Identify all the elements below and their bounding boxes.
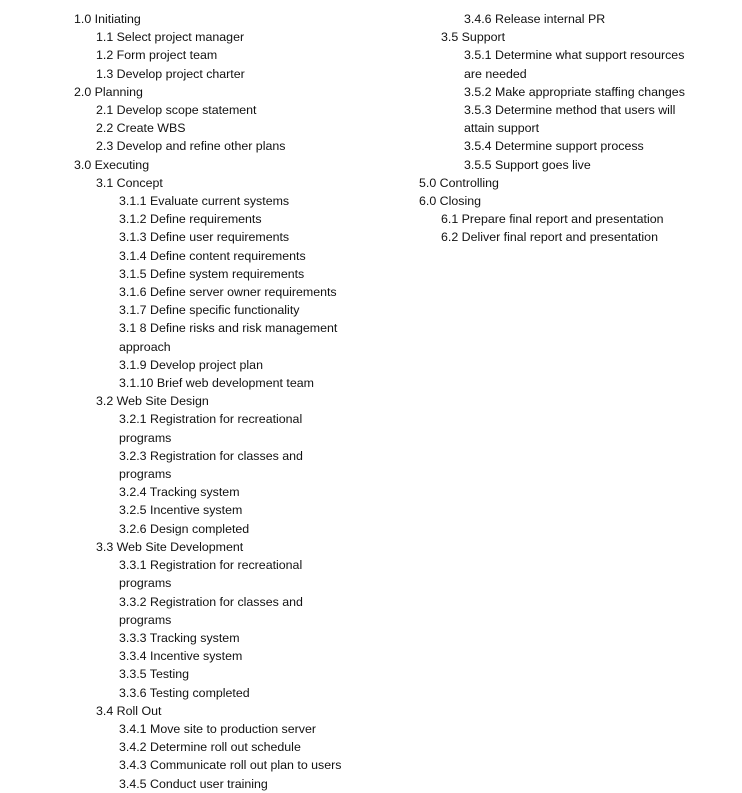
wbs-left-column [74, 10, 374, 793]
wbs-item: 3.3 Web Site Development [96, 539, 244, 554]
wbs-item: 1.2 Form project team [96, 48, 218, 63]
wbs-item: 3.1 Concept [96, 175, 163, 190]
wbs-item: 3.1.10 Brief web development team [119, 376, 314, 391]
wbs-item: 3.3.6 Testing completed [119, 685, 250, 700]
wbs-item: 3.3.2 Registration for classes and programs [119, 594, 303, 627]
wbs-item: 6.1 Prepare final report and presentation [441, 212, 664, 227]
wbs-item: 3.4.5 Conduct user training [119, 776, 268, 791]
wbs-item: 1.3 Develop project charter [96, 66, 245, 81]
wbs-item: 3.4.1 Move site to production server [119, 721, 316, 736]
wbs-item: 3.0 Executing [74, 157, 150, 172]
wbs-item: 3.3.1 Registration for recreational programs [119, 558, 303, 591]
wbs-item: 2.3 Develop and refine other plans [96, 139, 286, 154]
wbs-item: 3.1.2 Define requirements [119, 212, 262, 227]
wbs-item: 3.3.3 Tracking system [119, 630, 240, 645]
wbs-item: 3.1.1 Evaluate current systems [119, 194, 290, 209]
wbs-item: 3.5.1 Determine what support resources are needed [464, 48, 685, 81]
wbs-item: 3.2.5 Incentive system [119, 503, 243, 518]
wbs-item: 6.2 Deliver final report and presentation [441, 230, 658, 245]
wbs-item: 3.1.3 Define user requirements [119, 230, 290, 245]
wbs-item: 3.1.4 Define content requirements [119, 248, 306, 263]
wbs-item: 3.5.3 Determine method that users will attain support [464, 103, 676, 136]
wbs-item: 2.0 Planning [74, 84, 143, 99]
wbs-item: 2.2 Create WBS [96, 121, 186, 136]
wbs-item: 3.1 8 Define risks and risk management approach [119, 321, 338, 354]
wbs-item: 1.1 Select project manager [96, 30, 245, 45]
wbs-item: 3.2.1 Registration for recreational programs [119, 412, 303, 445]
wbs-item: 2.1 Develop scope statement [96, 103, 257, 118]
wbs-item: 3.2.4 Tracking system [119, 485, 240, 500]
wbs-item: 3.1.7 Define specific functionality [119, 303, 300, 318]
wbs-right-column [419, 10, 719, 247]
wbs-item: 3.5.4 Determine support process [464, 139, 644, 154]
wbs-item: 3.3.4 Incentive system [119, 649, 243, 664]
wbs-item: 3.4.3 Communicate roll out plan to users [119, 758, 342, 773]
wbs-item: 5.0 Controlling [419, 175, 499, 190]
wbs-item: 3.2 Web Site Design [96, 394, 209, 409]
wbs-item: 3.1.9 Develop project plan [119, 357, 263, 372]
wbs-item: 3.1.6 Define server owner requirements [119, 285, 337, 300]
wbs-item: 3.5 Support [441, 30, 506, 45]
wbs-item: 3.2.3 Registration for classes and programs [119, 448, 303, 482]
wbs-item: 3.1.5 Define system requirements [119, 266, 305, 281]
wbs-item: 3.5.5 Support goes live [464, 157, 591, 172]
wbs-item: 3.4 Roll Out [96, 703, 162, 718]
wbs-item: 3.2.6 Design completed [119, 521, 250, 536]
wbs-item: 3.5.2 Make appropriate staffing changes [464, 84, 685, 99]
wbs-item: 3.4.6 Release internal PR [464, 12, 606, 26]
wbs-item: 6.0 Closing [419, 194, 481, 209]
wbs-item: 3.3.5 Testing [119, 667, 190, 682]
wbs-item: 1.0 Initiating [74, 12, 141, 26]
wbs-item: 3.4.2 Determine roll out schedule [119, 740, 301, 755]
